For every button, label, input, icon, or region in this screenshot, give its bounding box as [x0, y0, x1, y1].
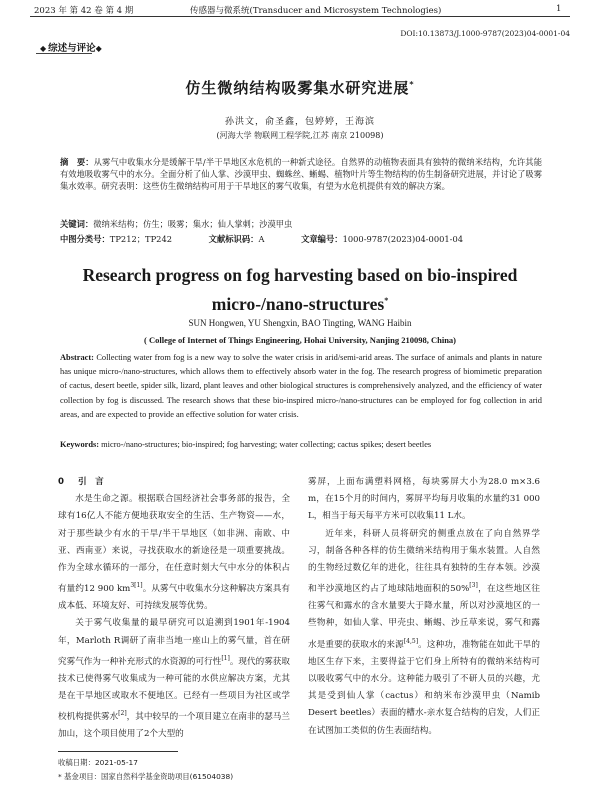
abstract-en [60, 351, 542, 422]
abstract-en-text: Collecting water from fog is a new way to solve the water crisis in arid/semi-arid areas. The surface of animals and plants in nature has unique micro-/nano-structures, which allows them to effectively absorb water in the fog. The research progress of biomimetic preparation of cactus, desert beetle, spider silk, lizard, plant leaves and other biological structures is comprehensively analyzed, and the efficiency of water collection by fog is discussed. The research shows that these bio-inspired micro-/nano-structures can be employed for fog collection in arid areas, and are expected to provide an effective solution for water crisis. [60, 353, 543, 419]
paragraph-text: 水是生命之源。根据联合国经济社会事务部的报告，全球有16亿人不能方便地获取安全的生活、生产物资——水，对于那些缺少有水的干旱/半干旱地区（如非洲、南欧、中亚、西南亚）来说，寻找获取水的新途径是一项重要挑战。作为全球水循环的一部分，在任意时刻大气中水分的体积占有量约12 900 km [58, 494, 290, 595]
doc-label: 文献标识码： [208, 234, 259, 244]
section-tag-label: 综述与评论 [48, 43, 96, 54]
section-tag [40, 40, 104, 54]
paragraph-text: ，在这些地区往往雾气和露水的含水量要大于降水量，所以对沙漠地区的一些物种，如仙人掌、甲壳虫、蜥蜴、沙丘草来说，雾气和露水是重要的获取水的来源 [308, 584, 540, 650]
citation: [3] [469, 582, 478, 590]
title-en-fund-mark: * [384, 296, 389, 305]
authors-cn: 孙洪文，俞圣鑫，包婷婷，王海滨 [224, 117, 375, 127]
keywords-cn-label: 关键词： [60, 219, 94, 229]
paragraph-text: 近年来，科研人员将研究的侧重点放在了向自然界学习，制备各种各样的仿生微纳米结构用于集水装置。人自然的生物经过数亿年的进化，往往具有独特的生存本领。沙漠和半沙漠地区约占了地球陆地面积的50% [308, 528, 540, 595]
title-en-line1: Research progress on fog harvesting based on bio-inspired [82, 265, 518, 285]
abstract-en-label: Abstract: [60, 353, 94, 362]
footnote-rule [58, 751, 178, 752]
keywords-cn [60, 218, 542, 230]
paragraph-text: 。现代的雾获取技术已使得雾气收集成为一种可能的水供应解决方案，尤其是在干旱地区或取水不便地区。已经有一些项目为社区或学校机构提供雾水 [58, 656, 290, 723]
body-right-column [308, 474, 540, 740]
title-en [0, 262, 600, 317]
abstract-cn-label: 摘 要： [60, 157, 94, 167]
title-cn [0, 77, 600, 98]
keywords-en-label: Keywords: [60, 440, 100, 449]
doc-code [209, 234, 265, 244]
body-left-column [58, 474, 290, 744]
clc-number [60, 234, 172, 244]
clc-value: TP212；TP242 [109, 234, 172, 244]
abstract-cn-text: 从雾气中收集水分是缓解干旱/半干旱地区水危机的一种新式途径。自然界的动植物表面具有独特的微纳米结构，允许其能有效地吸收雾气中的水分。全面分析了仙人掌、沙漠甲虫、蜘蛛丝、蜥蜴、植物叶片等生物结构的仿生制备研究进展，并讨论了吸雾集水效率。研究表明：这些仿生微纳结构可用于干旱地区的雾气收集，有望为水危机提供有效的解决方案。 [60, 157, 542, 192]
section-tag-rule [36, 53, 92, 54]
header-journal: 传感器与微系统(Transducer and Microsystem Technologies) [190, 6, 442, 16]
citation: 3[1] [130, 582, 143, 590]
doi: DOI:10.13873/J.1000-9787(2023)04-0001-04 [400, 29, 570, 38]
section-number: 0 [58, 477, 64, 487]
title-en-line2-wrap [0, 288, 600, 317]
keywords-en-text: micro-/nano-structures; bio-inspired; fog harvesting; water collecting; cactus spikes; desert beetles [101, 440, 432, 449]
abstract-cn [60, 156, 542, 193]
article-value: 1000-9787(2023)04-0001-04 [342, 234, 464, 244]
diamond-icon: ◆ [95, 44, 102, 53]
paragraph-text: 。从雾气中收集水分这种解决方案具有成本低、环境友好、可持续发展等优势。 [58, 584, 290, 612]
title-en-line2: micro-/nano-structures [211, 293, 385, 314]
title-cn-text: 仿生微纳结构吸雾集水研究进展 [185, 79, 410, 97]
keywords-en [60, 440, 560, 449]
header-page-number: 1 [556, 4, 562, 14]
affiliation-cn: (河海大学 物联网工程学院,江苏 南京 210098) [216, 131, 384, 140]
body-paragraph [58, 615, 290, 743]
doc-value: A [258, 234, 265, 244]
paragraph-text: 关于雾气收集量的最早研究可以追溯到1901年-1904年，Marloth R调研了南非当地一座山上的雾气量，首在研究雾气作为一种补充形式的水资源的可行性 [58, 618, 290, 667]
header-rule [30, 16, 570, 17]
footnote-fund: * 基金项目：国家自然科学基金资助项目(61504038) [58, 772, 234, 781]
affiliation-en: ( College of Internet of Things Engineering, Hohai University, Nanjing 210098, China) [144, 335, 456, 345]
header-issue: 2023 年 第 42 卷 第 4 期 [34, 6, 134, 16]
body-paragraph [58, 491, 290, 615]
clc-label: 中图分类号： [60, 234, 110, 244]
citation: [2] [118, 710, 127, 718]
footnote-received: 收稿日期：2021-05-17 [58, 758, 138, 767]
paragraph-text: ，其中较早的一个项目建立在南非的瑟马兰加山，这个项目使用了2个大型的 [58, 712, 290, 740]
title-cn-fund-mark: * [409, 80, 415, 89]
article-label: 文章编号： [301, 234, 343, 244]
section-heading [58, 474, 290, 491]
body-paragraph [308, 526, 540, 740]
keywords-cn-text: 微纳米结构；仿生；吸雾；集水；仙人掌刺；沙漠甲虫 [93, 219, 293, 229]
citation: [1] [221, 654, 230, 662]
paragraph-text: 。这种功，准物能在如此干旱的地区生存下来，主要得益于它们身上所特有的微纳米结构可以吸收雾气中的水分。这种能力吸引了不研人员的兴趣，尤其是受到仙人掌（cactus）和纳米布沙漠甲虫（Namib Desert beetles）表面的槽水-亲水复合结构的启发，人们正在试图加工类似的仿生表面结构。 [308, 639, 540, 736]
citation: [4,5] [403, 637, 419, 645]
body-paragraph: 雾屏，上面布满塑料网格，每块雾屏大小为28.0 m×3.6 m，在15个月的时间内，雾屏平均每月收集的水量约31 000 L，相当于每天每平方米可以收集11 L水。 [308, 477, 540, 522]
article-number [301, 234, 463, 244]
classification-line [60, 233, 542, 245]
authors-en: SUN Hongwen, YU Shengxin, BAO Tingting, WANG Haibin [188, 318, 412, 328]
section-title: 引 言 [77, 477, 104, 487]
diamond-icon: ◆ [40, 44, 47, 53]
